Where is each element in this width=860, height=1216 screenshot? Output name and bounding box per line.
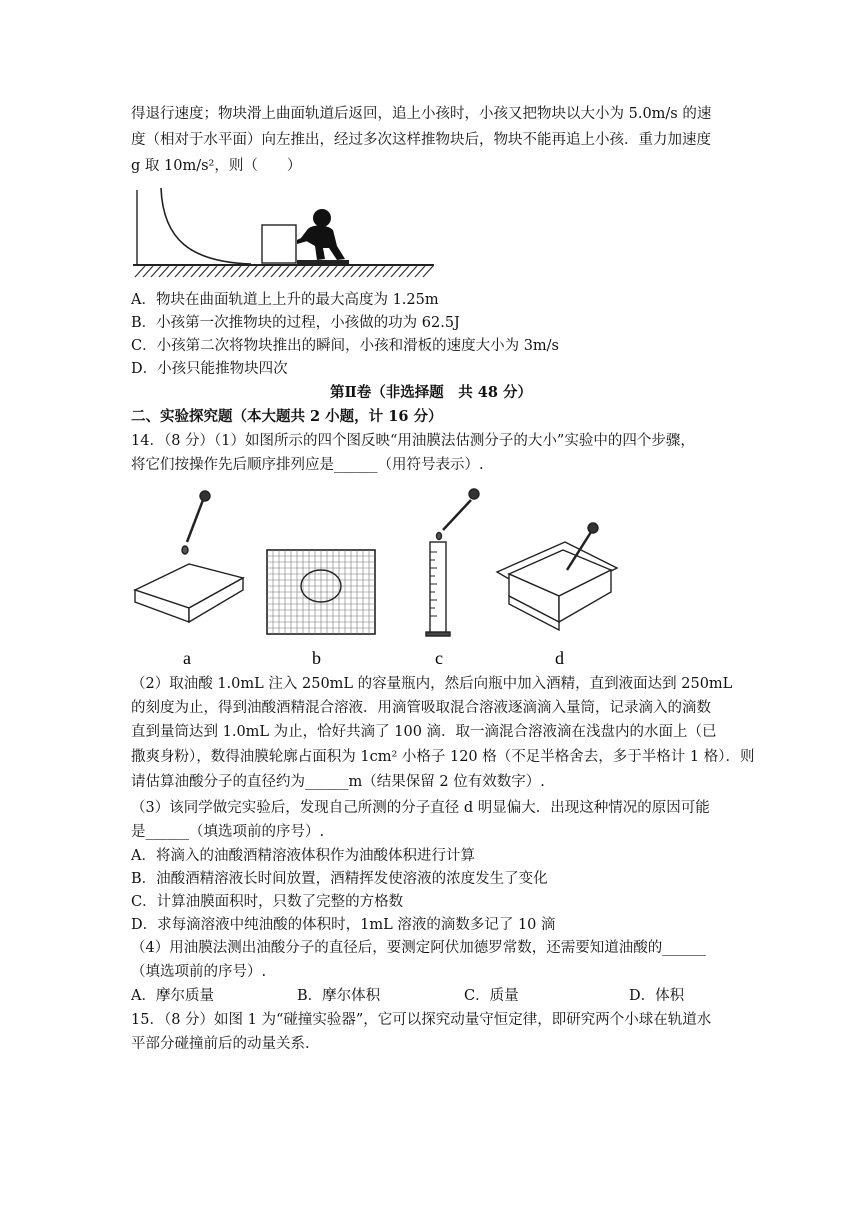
q14-p3-option-c: C．计算油膜面积时，只数了完整的方格数 [131,894,404,910]
q14-p2-line-2: 的刻度为止，得到油酸酒精混合溶液．用滴管吸取混合溶液逐滴滴入量筒，记录滴入的滴数 [131,700,711,716]
q13-option-d: D．小孩只能推物块四次 [131,361,288,377]
q14-p3-option-b: B．油酸酒精溶液长时间放置，酒精挥发使溶液的浓度发生了变化 [131,871,548,887]
step-c-figure [426,489,479,636]
curved-track-figure [131,180,436,280]
fig-label-c: c [435,648,443,668]
q14-p4-option-d: D．体积 [629,988,685,1004]
q14-p4-line-1: （4）用油膜法测出油酸分子的直径后，要测定阿伏加德罗常数，还需要知道油酸的______ [131,940,706,956]
skateboard [297,260,349,264]
q14-p4-option-a: A．摩尔质量 [131,988,214,1004]
q14-p4-line-2: （填选项前的序号）. [131,964,267,980]
q15-text-line-1: 15．（8 分）如图 1 为“碰撞实验器”，它可以探究动量守恒定律，即研究两个小球在轨道水 [131,1012,712,1028]
ground-hatch [135,266,433,277]
step-d-figure [497,523,617,630]
section-title: 第Ⅱ卷（非选择题 共 48 分） [330,384,532,401]
q13-option-a: A．物块在曲面轨道上上升的最大高度为 1.25m [131,292,439,308]
q14-p4-option-c: C．质量 [464,988,519,1004]
q14-p2-line-3: 直到量筒达到 1.0mL 为止，恰好共滴了 100 滴．取一滴混合溶液滴在浅盘内的水面上（已 [131,724,717,740]
fig-label-d: d [555,648,564,668]
q14-p3-option-a: A．将滴入的油酸酒精溶液体积作为油酸体积进行计算 [131,848,475,864]
block [262,225,296,263]
step-b-figure [267,550,375,634]
q13-option-b: B．小孩第一次推物块的过程，小孩做的功为 62.5J [131,315,460,331]
oil-film-steps-figure [131,484,631,670]
q14-p3-line-2: 是______（填选项前的序号）. [131,824,325,840]
q13-option-c: C．小孩第二次将物块推出的瞬间，小孩和滑板的速度大小为 3m/s [131,338,560,354]
step-a-figure [135,491,243,622]
q14-p4-options [131,984,731,1008]
q14-p3-line-1: （3）该同学做完实验后，发现自己所测的分子直径 d 明显偏大．出现这种情况的原因可能 [131,800,710,816]
q13-text-line-3: g 取 10m/s²，则（ ） [131,158,302,174]
q14-text-line-2: 将它们按操作先后顺序排列应是______（用符号表示）. [131,457,484,473]
q13-text-line-1: 得退行速度；物块滑上曲面轨道后返回，追上小孩时，小孩又把物块以大小为 5.0m/s 的速 [131,106,712,122]
fig-label-a: a [183,648,191,668]
q13-text-line-2: 度（相对于水平面）向左推出，经过多次这样推物块后，物块不能再追上小孩．重力加速度 [131,132,711,148]
fig-label-b: b [312,648,321,668]
q14-p3-option-d: D．求每滴溶液中纯油酸的体积时，1mL 溶液的滴数多记了 10 滴 [131,917,556,933]
part-heading: 二、实验探究题（本大题共 2 小题，计 16 分） [131,408,443,425]
q14-p2-line-5: 请估算油酸分子的直径约为______m（结果保留 2 位有效数字）. [131,774,545,790]
q15-text-line-2: 平部分碰撞前后的动量关系． [131,1036,320,1052]
q14-p4-option-b: B．摩尔体积 [297,988,381,1004]
child-figure [297,209,345,260]
q14-text-line-1: 14．（8 分）（1）如图所示的四个图反映“用油膜法估测分子的大小”实验中的四个步骤， [131,433,695,449]
curved-track [161,188,251,264]
q14-p2-line-1: （2）取油酸 1.0mL 注入 250mL 的容量瓶内，然后向瓶中加入酒精，直到液面达到 250mL [131,676,733,692]
q14-p2-line-4: 撒爽身粉），数得油膜轮廓占面积为 1cm² 小格子 120 格（不足半格舍去，多于半格计 1 格）．则 [131,749,755,765]
